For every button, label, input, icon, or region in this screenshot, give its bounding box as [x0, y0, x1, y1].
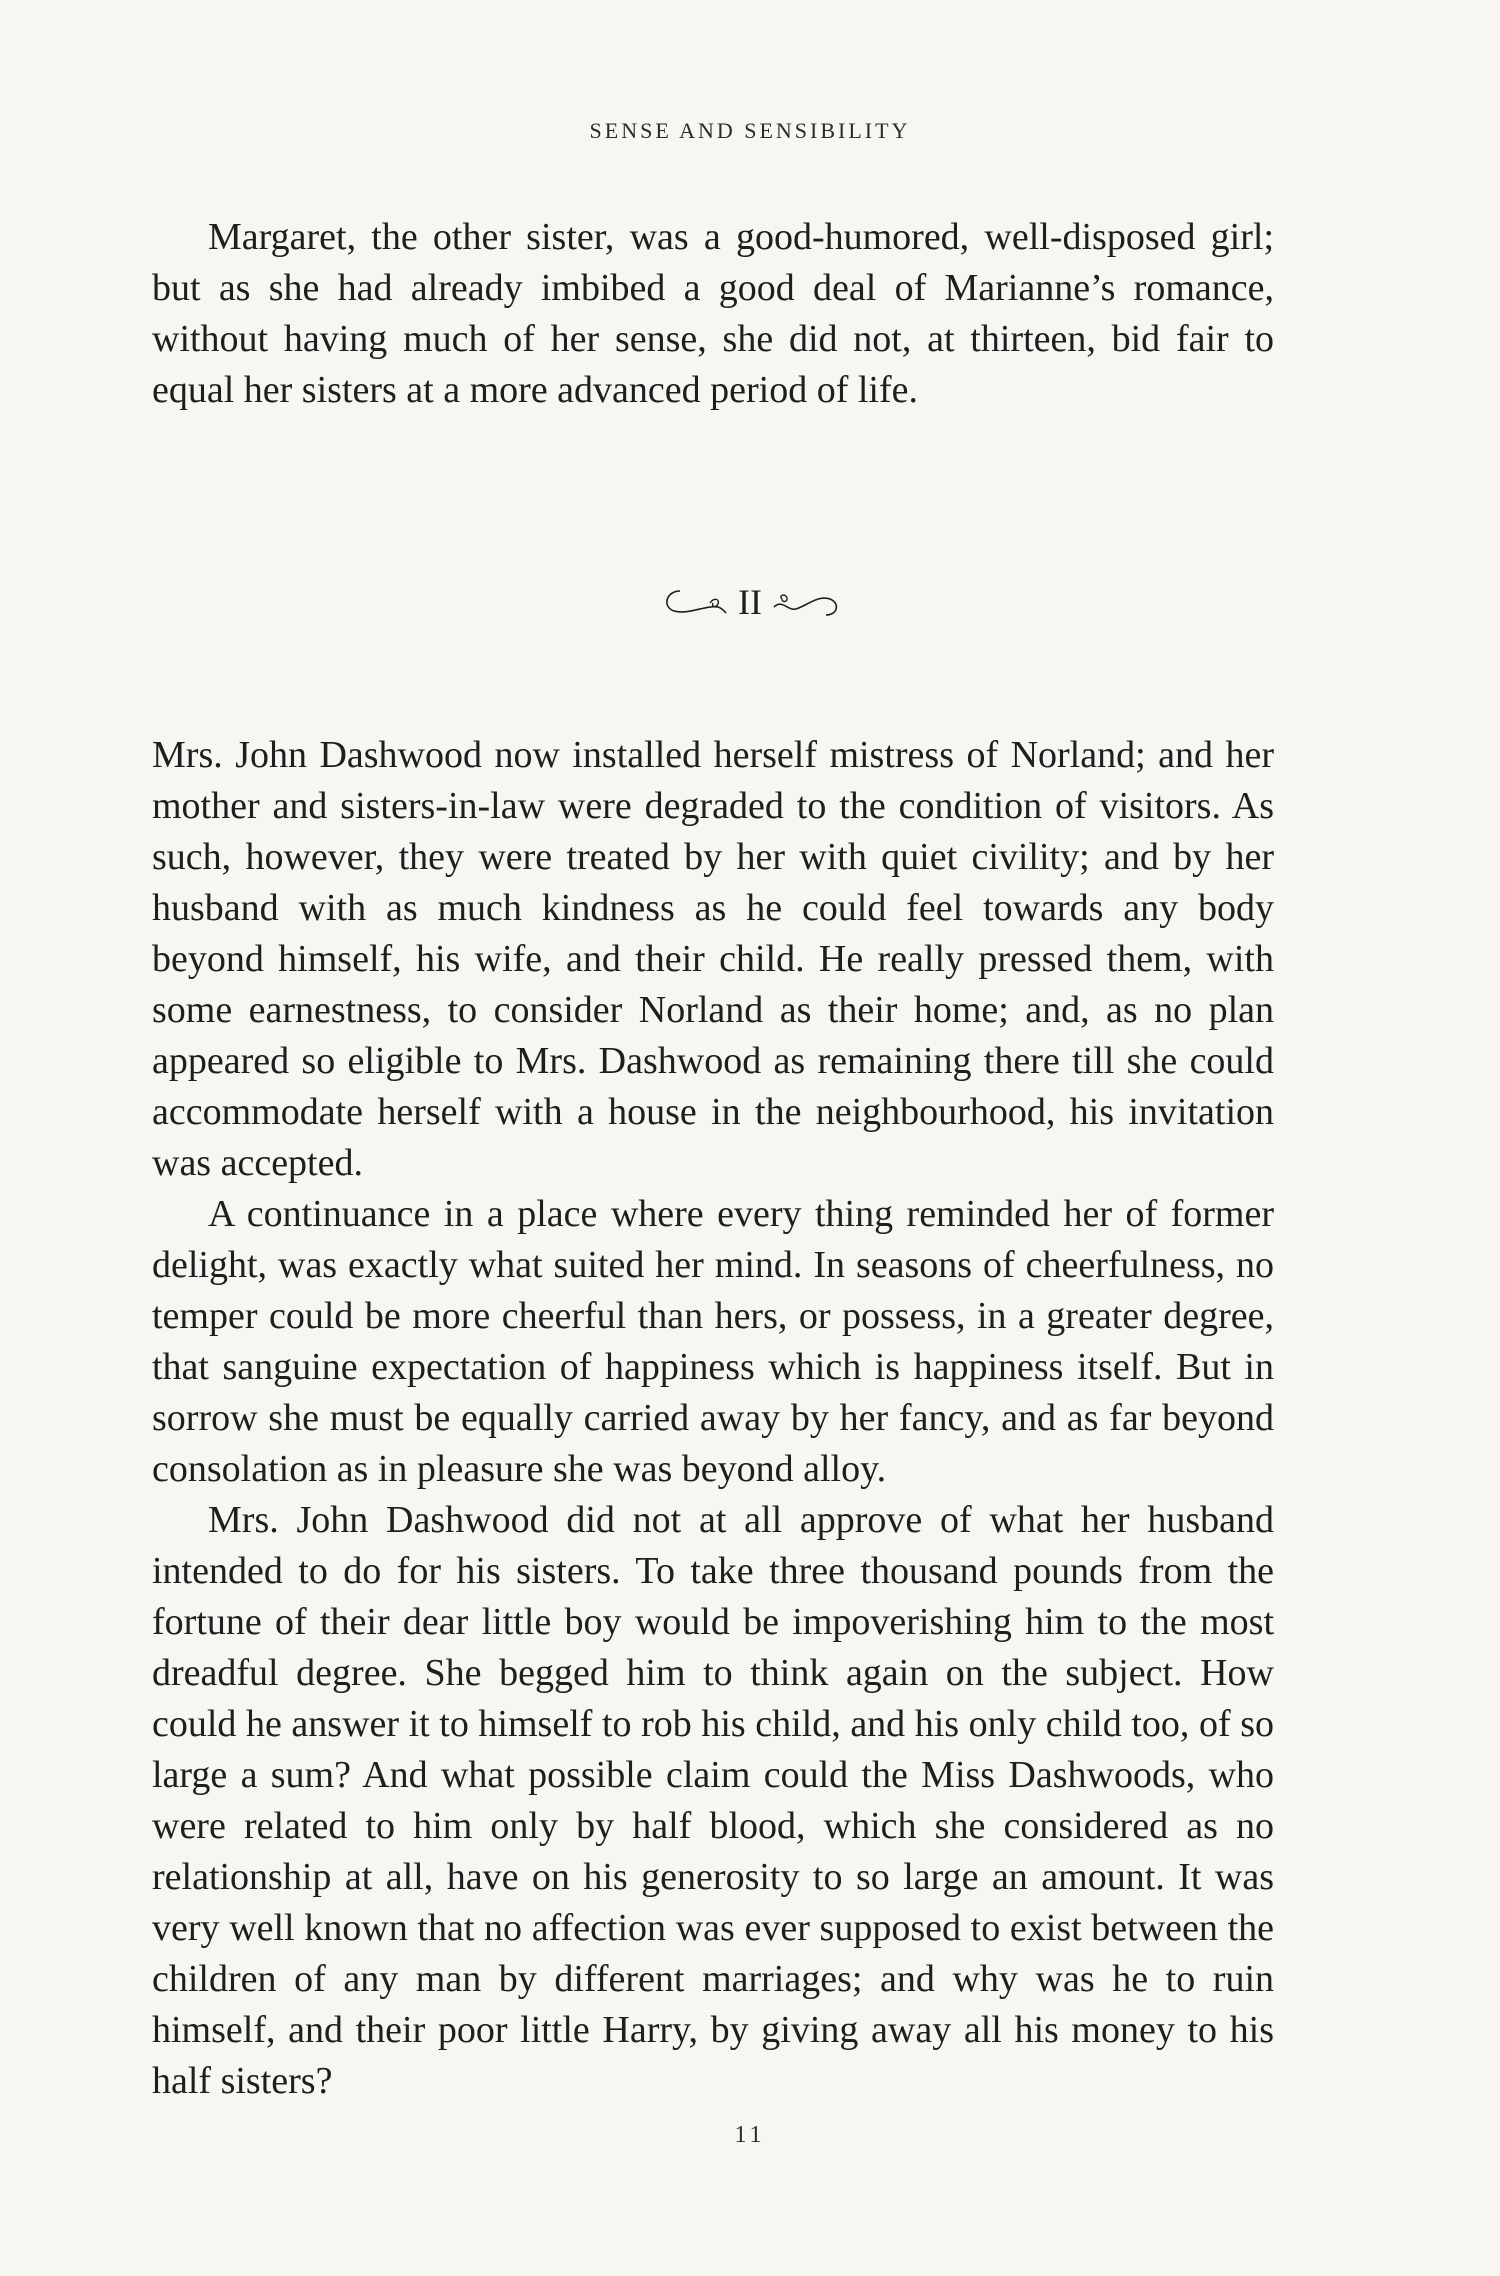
paragraph: A continuance in a place where every thing reminded her of former delight, was exactly what suited her mind. In seasons of cheerfulness, no temper could be more cheerful than hers, or possess, in a greater degree, that sanguine expectation of happiness which is happiness itself. But in sorrow she must be equally carried away by her fancy, and as far beyond consolation as in pleasure she was beyond alloy.	[152, 1193, 1274, 1490]
chapter-number: II	[738, 582, 762, 622]
chapter-heading	[0, 572, 1500, 632]
paragraph: Mrs. John Dashwood did not at all approve of what her husband intended to do for his sisters. To take three thousand pounds from the fortune of their dear little boy would be impoverishing him to the most dreadful degree. She begged him to think again on the subject. How could he answer it to himself to rob his child, and his only child too, of so large a sum? And what possible claim could the Miss Dashwoods, who were related to him only by half blood, which she considered as no relationship at all, have on his generosity to so large an amount. It was very well known that no affection was ever supposed to exist between the children of any man by different marriages; and why was he to ruin himself, and their poor little Harry, by giving away all his money to his half sisters?	[152, 1499, 1274, 2102]
running-head: SENSE AND SENSIBILITY	[589, 118, 911, 143]
opening-text	[152, 212, 1274, 416]
paragraph: Mrs. John Dashwood now installed herself mistress of Norland; and her mother and sisters-in-law were degraded to the condition of visitors. As such, however, they were treated by her with quiet civility; and by her husband with as much kindness as he could feel towards any body beyond himself, his wife, and their child. He really pressed them, with some earnestness, to consider Norland as their home; and, as no plan appeared so eligible to Mrs. Dashwood as remaining there till she could accommodate herself with a house in the neighbourhood, his invitation was accepted.	[152, 734, 1274, 1184]
chapter-text	[152, 730, 1274, 2107]
page-number: 11	[734, 2122, 766, 2148]
paragraph: Margaret, the other sister, was a good-humored, well-disposed girl; but as she had already imbibed a good deal of Marianne’s romance, without having much of her sense, she did not, at thirteen, bid fair to equal her sisters at a more advanced period of life.	[152, 216, 1274, 411]
flourish-left-icon	[658, 585, 728, 619]
flourish-right-icon	[772, 585, 842, 619]
